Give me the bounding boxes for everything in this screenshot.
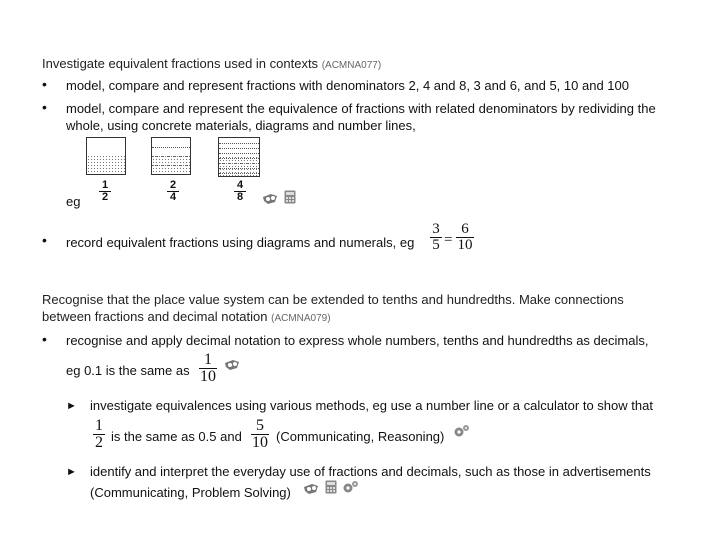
- fraction-numerator: 1: [204, 351, 212, 368]
- fraction-denominator: 10: [200, 368, 216, 386]
- sub-bullet-1-text: investigate equivalences using various methods, eg use a number line or a calculator to show that: [90, 398, 653, 413]
- fraction-two-quarters: [167, 180, 179, 203]
- diagram-half: [86, 137, 126, 175]
- fraction-denominator: 5: [432, 237, 440, 254]
- fraction-denominator: 4: [169, 191, 177, 204]
- bullet-2-glyph: •: [42, 99, 47, 115]
- section2-code: (ACMNA079): [271, 313, 331, 324]
- section1-heading: [42, 56, 381, 71]
- fraction-denominator: 2: [95, 434, 103, 452]
- diagram-eighths: [218, 137, 260, 177]
- sub1-five-tenths-fraction: [251, 418, 269, 451]
- fraction-denominator: 10: [457, 237, 473, 254]
- fraction-four-eighths: [234, 180, 246, 203]
- sub-bullet-2-arrow: ►: [66, 466, 77, 478]
- section2-heading-line1: Recognise that the place value system can be extended to tenths and hundredths. Make connections: [42, 292, 624, 307]
- diagram-quarters: [151, 137, 191, 175]
- calculator-icon: [325, 480, 337, 499]
- equation-left-fraction: [430, 222, 442, 253]
- fraction-numerator: 1: [95, 417, 103, 434]
- equation-right-fraction: [456, 222, 474, 253]
- calculator-icon: [284, 190, 296, 209]
- eg-label: eg: [66, 194, 81, 209]
- bullet-2-text-line1: model, compare and represent the equivalence of fractions with related denominators by redividing the: [66, 101, 656, 116]
- section1-heading-text: Investigate equivalent fractions used in contexts: [42, 56, 319, 71]
- sub1-middle-text: is the same as 0.5 and: [111, 429, 242, 444]
- section2-heading-line2: [42, 309, 331, 324]
- fraction-denominator: 2: [101, 191, 109, 204]
- sub-bullet-2-text: identify and interpret the everyday use of fractions and decimals, such as those in advertisements: [90, 464, 651, 479]
- bullet-3-text: record equivalent fractions using diagrams and numerals, eg: [66, 235, 415, 250]
- bullet-1-text: model, compare and represent fractions with denominators 2, 4 and 8, 3 and 6, and 5, 10 and 100: [66, 78, 629, 93]
- sub1-one-half-fraction: [93, 418, 105, 451]
- fraction-numerator: 1: [101, 179, 109, 191]
- fraction-numerator: 6: [461, 221, 469, 237]
- eg-decimal-text: eg 0.1 is the same as: [66, 363, 190, 378]
- bullet-1-glyph: •: [42, 76, 47, 92]
- bullet-4-glyph: •: [42, 331, 47, 347]
- sub-bullet-1-arrow: ►: [66, 400, 77, 412]
- fraction-denominator: 8: [236, 191, 244, 204]
- glasses-icon: [262, 192, 278, 210]
- gears-icon: [453, 424, 471, 443]
- fraction-numerator: 2: [169, 179, 177, 191]
- fraction-numerator: 5: [256, 417, 264, 434]
- glasses-icon: [303, 482, 319, 500]
- fraction-numerator: 3: [432, 221, 440, 237]
- equals-sign: =: [444, 232, 453, 248]
- glasses-icon: [224, 358, 240, 376]
- bullet-2-text-line2: whole, using concrete materials, diagrams and number lines,: [66, 118, 416, 133]
- section2-heading-text: between fractions and decimal notation: [42, 309, 268, 324]
- bullet-3-glyph: •: [42, 232, 47, 248]
- section1-code: (ACMNA077): [321, 60, 382, 71]
- sub1-tail-text: (Communicating, Reasoning): [276, 429, 445, 444]
- bullet-4-text: recognise and apply decimal notation to express whole numbers, tenths and hundredths as decimals,: [66, 333, 649, 348]
- fraction-denominator: 10: [252, 434, 268, 452]
- fraction-numerator: 4: [236, 179, 244, 191]
- gears-icon: [342, 480, 360, 499]
- eg-one-tenth-fraction: [199, 352, 217, 385]
- fraction-one-half: [99, 180, 111, 203]
- sub-bullet-2-tail: (Communicating, Problem Solving): [90, 485, 291, 500]
